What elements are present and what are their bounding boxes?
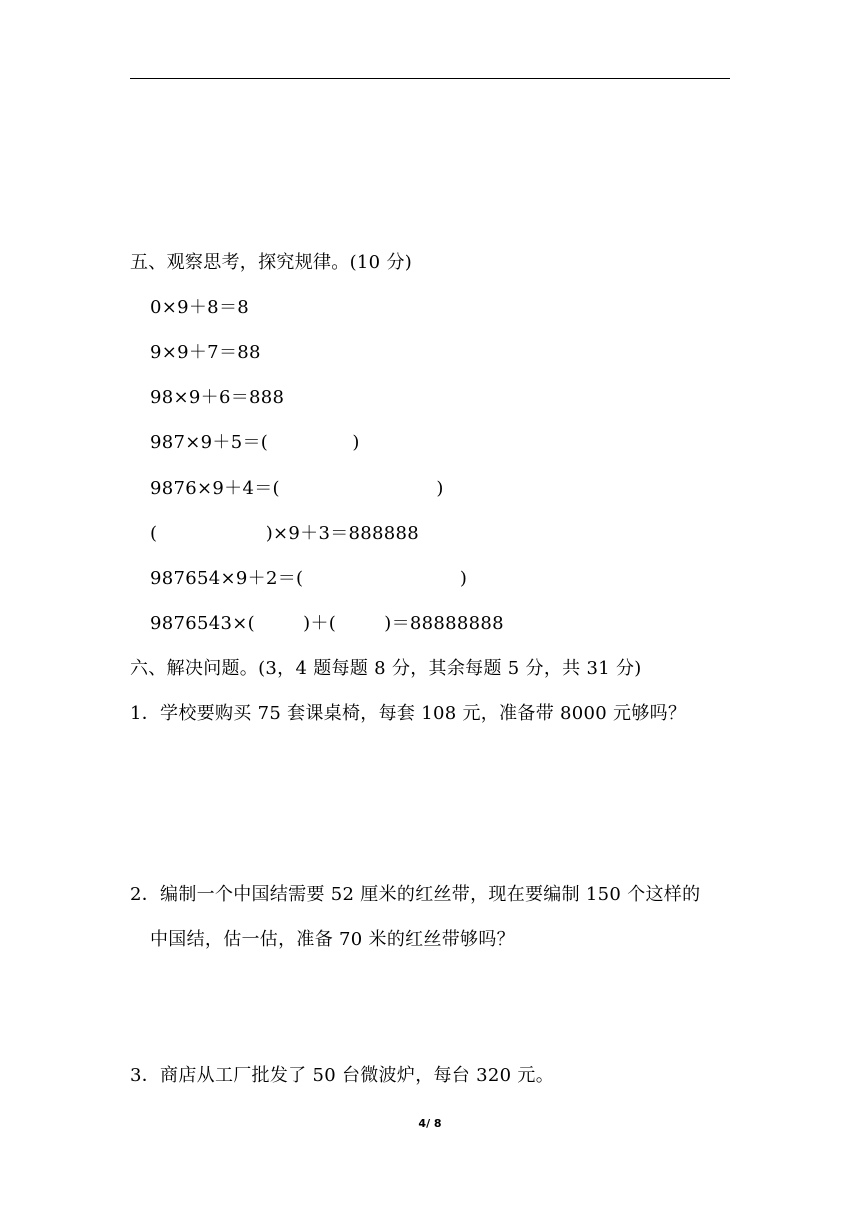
equation-1: 0×9＋8＝8 — [150, 297, 249, 318]
question-2-line-1: 2．编制一个中国结需要 52 厘米的红丝带，现在要编制 150 个这样的 — [130, 884, 701, 905]
equation-5: 9876×9＋4＝( ) — [150, 478, 444, 499]
question-1: 1．学校要购买 75 套课桌椅，每套 108 元，准备带 8000 元够吗？ — [130, 703, 687, 724]
section-6-title: 六、解决问题。(3，4 题每题 8 分，其余每题 5 分，共 31 分) — [130, 658, 642, 679]
section-5-title: 五、观察思考，探究规律。(10 分) — [130, 252, 413, 273]
equation-7: 987654×9＋2＝( ) — [150, 568, 468, 589]
equation-4: 987×9＋5＝( ) — [150, 432, 360, 453]
header-rule — [130, 78, 730, 79]
question-3: 3．商店从工厂批发了 50 台微波炉，每台 320 元。 — [130, 1065, 554, 1086]
equation-6: ( )×9＋3＝888888 — [150, 523, 420, 544]
page-number: 4/ 8 — [418, 1117, 442, 1130]
equation-8: 9876543×( )＋( )＝88888888 — [150, 613, 504, 634]
equation-3: 98×9＋6＝888 — [150, 387, 285, 408]
question-2-line-2: 中国结，估一估，准备 70 米的红丝带够吗？ — [150, 929, 515, 950]
equation-2: 9×9＋7＝88 — [150, 342, 261, 363]
